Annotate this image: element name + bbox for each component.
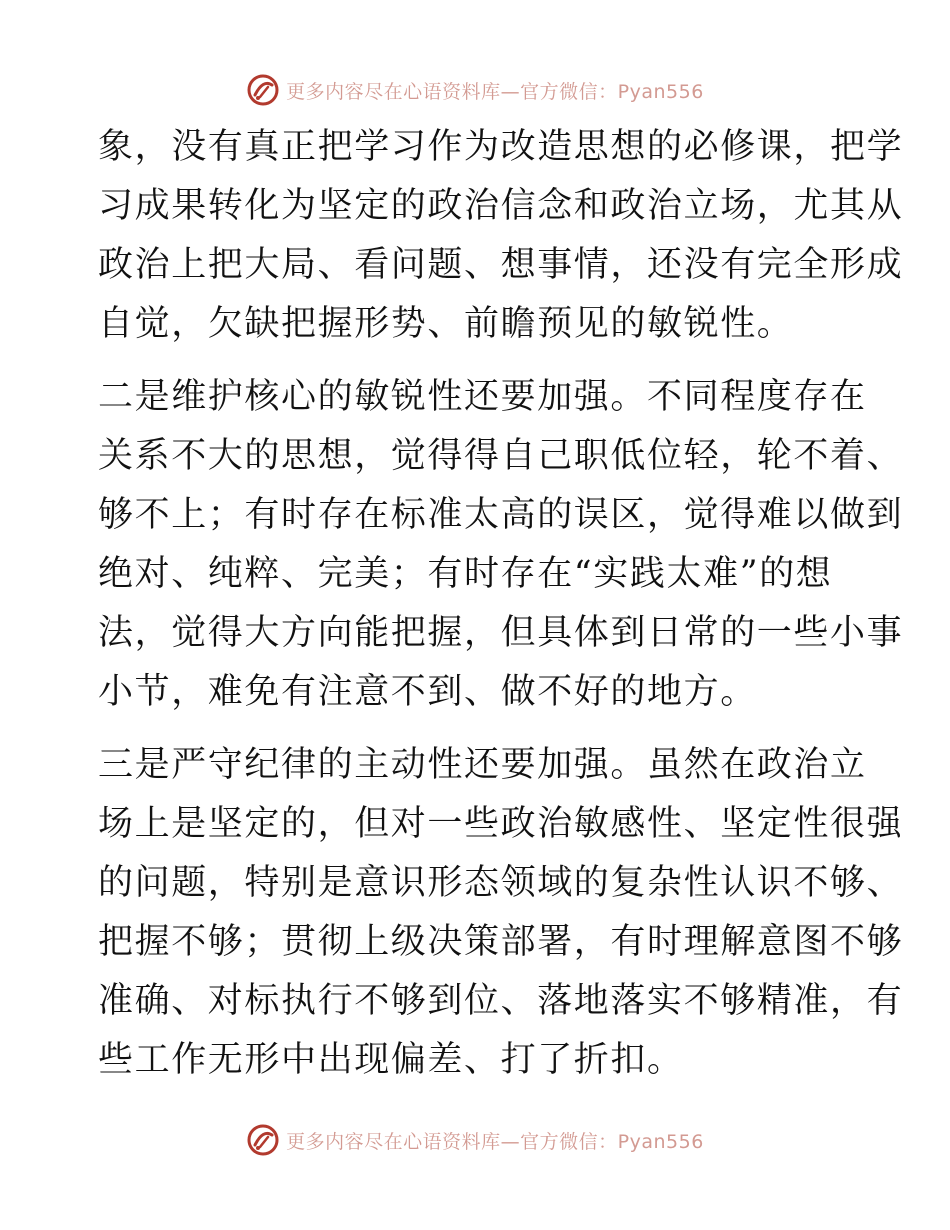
logo-icon bbox=[246, 1123, 280, 1157]
watermark-text: 更多内容尽在心语资料库—官方微信：Pyan556 bbox=[286, 1130, 704, 1153]
paragraph-gap bbox=[98, 354, 858, 368]
logo-icon bbox=[246, 73, 280, 107]
paragraph-3 bbox=[98, 736, 904, 1090]
text-line: 象，没有真正把学习作为改造思想的必修课，把学 bbox=[98, 127, 904, 167]
text-line: 场上是坚定的，但对一些政治敏感性、坚定性很强 bbox=[98, 804, 904, 844]
text-line: 小节，难免有注意不到、做不好的地方。 bbox=[98, 672, 757, 712]
paragraph-gap bbox=[98, 722, 858, 736]
header-watermark bbox=[0, 70, 950, 110]
text-line: 够不上；有时存在标准太高的误区，觉得难以做到 bbox=[98, 495, 904, 535]
footer-watermark bbox=[0, 1120, 950, 1160]
text-line: 把握不够；贯彻上级决策部署，有时理解意图不够 bbox=[98, 922, 904, 962]
text-line: 二是维护核心的敏锐性还要加强。不同程度存在 bbox=[98, 377, 867, 417]
text-line: 关系不大的思想，觉得得自己职低位轻，轮不着、 bbox=[98, 436, 904, 476]
text-line: 准确、对标执行不够到位、落地落实不够精准，有 bbox=[98, 981, 904, 1021]
text-line: 政治上把大局、看问题、想事情，还没有完全形成 bbox=[98, 245, 904, 285]
text-line: 习成果转化为坚定的政治信念和政治立场，尤其从 bbox=[98, 186, 904, 226]
paragraph-1 bbox=[98, 118, 904, 354]
watermark-text: 更多内容尽在心语资料库—官方微信：Pyan556 bbox=[286, 80, 704, 103]
text-line: 法，觉得大方向能把握，但具体到日常的一些小事 bbox=[98, 613, 904, 653]
text-line: 的问题，特别是意识形态领域的复杂性认识不够、 bbox=[98, 863, 904, 903]
text-line: 自觉，欠缺把握形势、前瞻预见的敏锐性。 bbox=[98, 304, 794, 344]
text-line: 三是严守纪律的主动性还要加强。虽然在政治立 bbox=[98, 745, 867, 785]
paragraph-2 bbox=[98, 368, 904, 722]
text-line: 些工作无形中出现偏差、打了折扣。 bbox=[98, 1040, 684, 1080]
document-body bbox=[98, 118, 904, 1090]
text-line: 绝对、纯粹、完美；有时存在“实践太难”的想 bbox=[98, 554, 833, 594]
